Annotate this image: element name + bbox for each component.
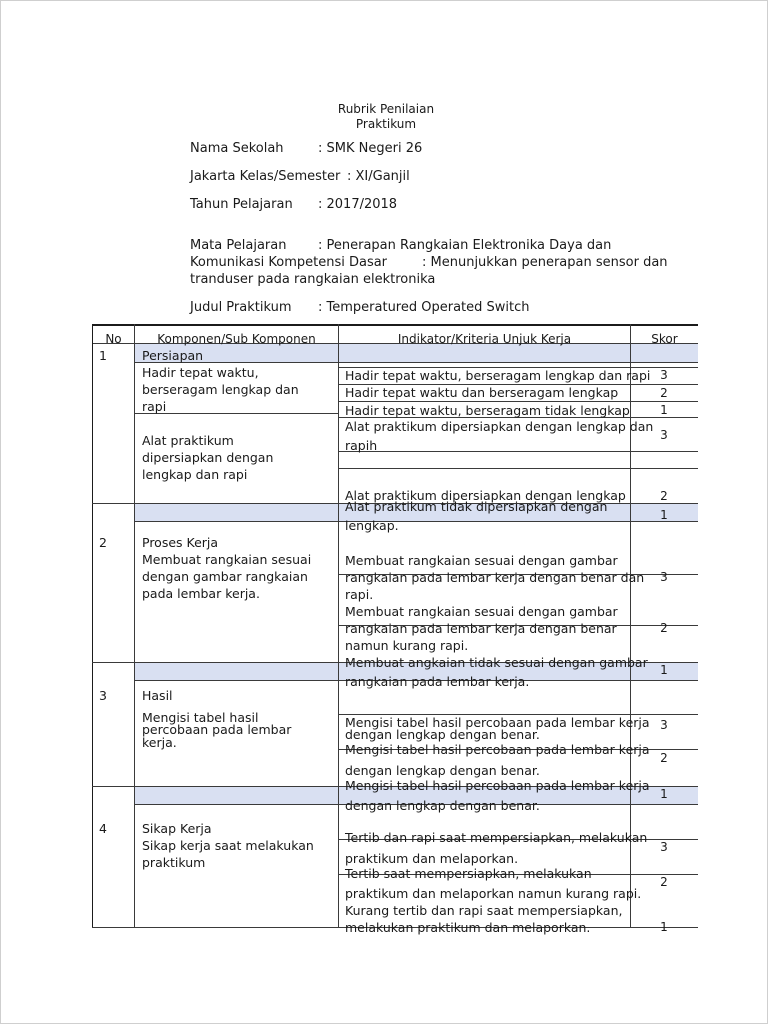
indicator-text: Hadir tepat waktu, berseragam lengkap dan rapi [345, 368, 651, 383]
indicator-text: Hadir tepat waktu, berseragam tidak lengkap [345, 403, 630, 418]
score-value: 3 [660, 718, 668, 732]
score-value: 1 [660, 508, 668, 522]
score-value: 2 [660, 386, 668, 400]
subkomponen-text: dengan gambar rangkaian [142, 569, 308, 584]
judul-label: Judul Praktikum [190, 300, 292, 315]
indicator-text: rapih [345, 438, 378, 453]
header-komponen: Komponen/Sub Komponen [157, 332, 316, 346]
judul-value: : Temperatured Operated Switch [318, 300, 530, 315]
subkomponen-text: lengkap dan rapi [142, 467, 248, 482]
indicator-text: dengan lengkap dengan benar. [345, 727, 540, 742]
table-left-border [92, 324, 93, 928]
section-no-3: 3 [99, 688, 107, 703]
section-title-3: Hasil [142, 688, 173, 703]
indicator-text: Membuat angkaian tidak sesuai dengan gambar [345, 655, 648, 670]
indicator-text: namun kurang rapi. [345, 638, 469, 653]
mapel-value: : Penerapan Rangkaian Elektronika Daya dan [318, 238, 612, 253]
indicator-text: Membuat rangkaian sesuai dengan gambar [345, 553, 618, 568]
kompetensi-label: Komunikasi Kompetensi Dasar [190, 255, 388, 270]
score-value: 3 [660, 368, 668, 382]
subkomponen-text: Hadir tepat waktu, [142, 365, 259, 380]
indicator-text: rapi. [345, 587, 374, 602]
indicator-text: Alat praktikum dipersiapkan dengan lengkap dan [345, 419, 654, 434]
section-no-1: 1 [99, 348, 107, 363]
indicator-text: Tertib dan rapi saat mempersiapkan, melakukan [345, 830, 648, 845]
score-value: 2 [660, 621, 668, 635]
subkomponen-text: Mengisi tabel hasil [142, 710, 259, 725]
indicator-text: melakukan praktikum dan melaporkan. [345, 920, 591, 935]
doc-title-line1: Rubrik Penilaian [337, 102, 435, 116]
section-no-2: 2 [99, 535, 107, 550]
score-value: 1 [660, 920, 668, 934]
score-value: 2 [660, 489, 668, 503]
header-no: No [105, 332, 122, 346]
header-indikator: Indikator/Kriteria Unjuk Kerja [397, 332, 572, 346]
col-divider-komponen [338, 324, 339, 928]
score-value: 1 [660, 403, 668, 417]
score-value: 1 [660, 663, 668, 677]
subkomponen-text: percobaan pada lembar [142, 722, 292, 737]
score-value: 2 [660, 875, 668, 889]
kompetensi-cont: tranduser pada rangkaian elektronika [190, 272, 436, 287]
indicator-text: Alat praktikum tidak dipersiapkan dengan [345, 499, 608, 514]
indicator-text: Tertib saat mempersiapkan, melakukan [345, 866, 592, 881]
subkomponen-text: dipersiapkan dengan [142, 450, 274, 465]
indicator-text: Mengisi tabel hasil percobaan pada lembar kerja [345, 778, 650, 793]
indicator-text: praktikum dan melaporkan. [345, 851, 519, 866]
indicator-text: praktikum dan melaporkan namun kurang rapi. [345, 886, 642, 901]
subkomponen-text: Alat praktikum [142, 433, 234, 448]
nama-sekolah-label: Nama Sekolah [190, 141, 284, 156]
subkomponen-text: pada lembar kerja. [142, 586, 260, 601]
nama-sekolah-value: : SMK Negeri 26 [318, 141, 423, 156]
kelas-label: Jakarta Kelas/Semester [190, 169, 341, 184]
section-title-1: Persiapan [142, 348, 204, 363]
indicator-text: Membuat rangkaian sesuai dengan gambar [345, 604, 618, 619]
tahun-value: : 2017/2018 [318, 197, 398, 212]
mapel-label: Mata Pelajaran [190, 238, 287, 253]
indicator-text: lengkap. [345, 518, 399, 533]
kompetensi-value: : Menunjukkan penerapan sensor dan [422, 255, 668, 270]
row-line [135, 362, 698, 363]
indicator-text: Alat praktikum dipersiapkan dengan lengkap [345, 488, 626, 503]
subkomponen-text: kerja. [142, 735, 177, 750]
table-top-border [92, 324, 698, 326]
row-line [339, 451, 698, 452]
subkomponen-text: berseragam lengkap dan [142, 382, 299, 397]
score-value: 3 [660, 428, 668, 442]
subkomponen-text: Membuat rangkaian sesuai [142, 552, 312, 567]
score-value: 2 [660, 751, 668, 765]
subkomponen-text: Sikap kerja saat melakukan [142, 838, 314, 853]
indicator-text: Hadir tepat waktu dan berseragam lengkap [345, 385, 619, 400]
indicator-text: rangkaian pada lembar kerja dengan benar dan [345, 570, 645, 585]
header-skor: Skor [651, 332, 678, 346]
indicator-text: dengan lengkap dengan benar. [345, 798, 540, 813]
section-title-2: Proses Kerja [142, 535, 219, 550]
tahun-label: Tahun Pelajaran [190, 197, 293, 212]
row-line [339, 468, 698, 469]
indicator-text: rangkaian pada lembar kerja dengan benar [345, 621, 617, 636]
score-value: 1 [660, 787, 668, 801]
indicator-text: Mengisi tabel hasil percobaan pada lembar kerja [345, 742, 650, 757]
indicator-text: rangkaian pada lembar kerja. [345, 674, 530, 689]
kelas-value: : XI/Ganjil [347, 169, 410, 184]
row-line [135, 521, 698, 522]
section-band-1 [135, 344, 698, 362]
indicator-text: dengan lengkap dengan benar. [345, 763, 540, 778]
doc-title-line2: Praktikum [355, 117, 417, 131]
section-title-4: Sikap Kerja [142, 821, 212, 836]
subkomponen-text: rapi [142, 399, 167, 414]
score-value: 3 [660, 570, 668, 584]
score-value: 3 [660, 840, 668, 854]
subkomponen-text: praktikum [142, 855, 206, 870]
indicator-text: Mengisi tabel hasil percobaan pada lembar kerja [345, 715, 650, 730]
col-divider-no [134, 324, 135, 928]
indicator-text: Kurang tertib dan rapi saat mempersiapkan, [345, 903, 623, 918]
section-no-4: 4 [99, 821, 107, 836]
